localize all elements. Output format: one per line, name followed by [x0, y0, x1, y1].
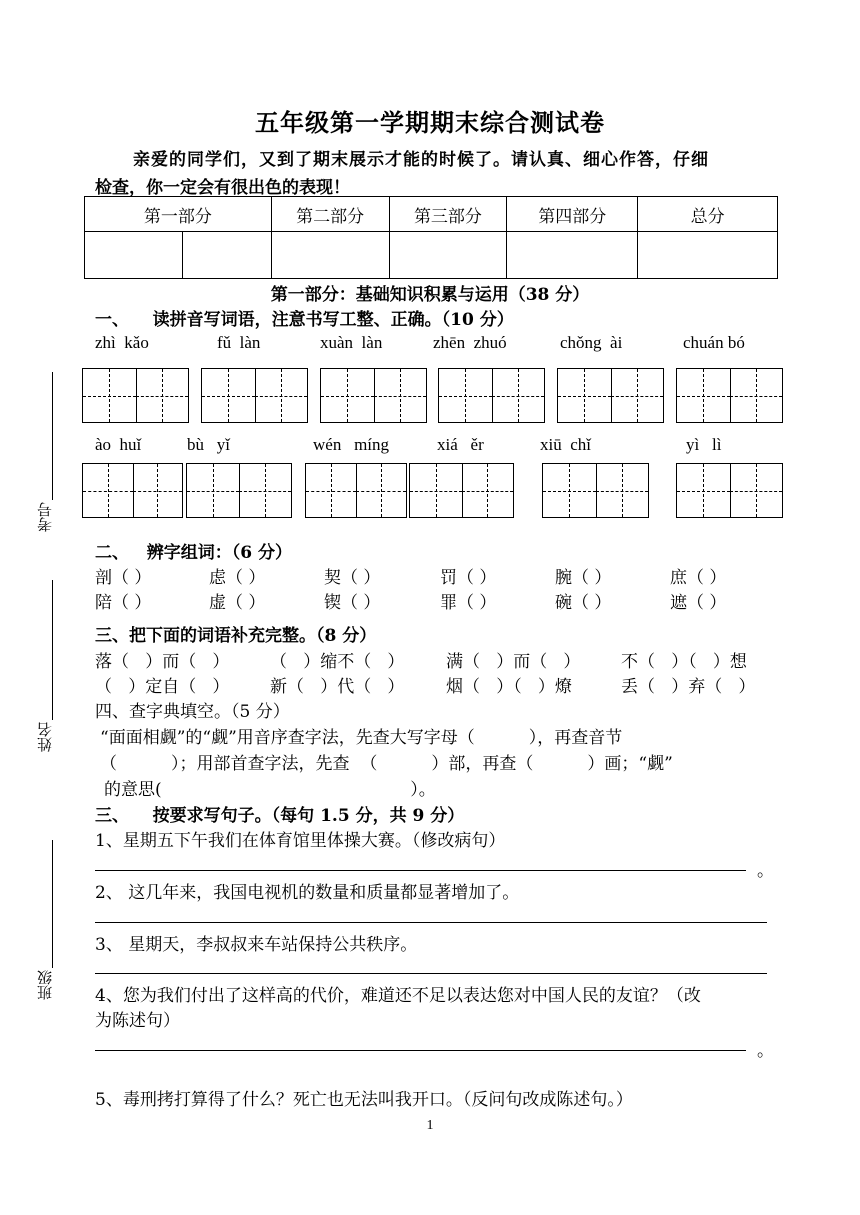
guide-line: [162, 369, 163, 422]
q5-sentence-1: 1、星期五下午我们在体育馆里体操大赛。（修改病句）: [95, 831, 506, 851]
writing-cell[interactable]: [356, 464, 406, 517]
end-mark: 。: [757, 861, 774, 881]
guide-line: [756, 464, 757, 517]
writing-cell[interactable]: [187, 464, 240, 517]
writing-cell[interactable]: [202, 369, 256, 422]
writing-cell[interactable]: [596, 464, 649, 517]
score-header-part4: 第四部分: [507, 197, 638, 232]
writing-box[interactable]: [201, 368, 308, 423]
writing-box[interactable]: [676, 368, 783, 423]
writing-box[interactable]: [186, 463, 292, 518]
writing-cell[interactable]: [239, 464, 291, 517]
guide-line: [637, 369, 638, 422]
writing-box[interactable]: [82, 368, 189, 423]
guide-line: [465, 369, 466, 422]
writing-cell[interactable]: [133, 464, 183, 517]
writing-cell[interactable]: [558, 369, 612, 422]
guide-line: [381, 464, 382, 517]
writing-cell[interactable]: [730, 464, 783, 517]
writing-box[interactable]: [82, 463, 183, 518]
pinyin-2-3: wén míng: [313, 435, 390, 454]
writing-box[interactable]: [305, 463, 407, 518]
writing-cell[interactable]: [410, 464, 463, 517]
guide-line: [281, 369, 282, 422]
q2-item: 契（ ）: [324, 568, 381, 588]
guide-line: [228, 369, 229, 422]
q5-sentence-2: 2、 这几年来，我国电视机的数量和质量都显著增加了。: [95, 883, 520, 903]
writing-cell[interactable]: [136, 369, 189, 422]
writing-cell[interactable]: [492, 369, 545, 422]
writing-cell[interactable]: [83, 369, 137, 422]
q3-item: 丢（ ）弃（ ）: [621, 677, 756, 697]
page-title: 五年级第一学期期末综合测试卷: [255, 108, 605, 137]
q3-item: 满（ ）而（ ）: [446, 652, 581, 672]
writing-cell[interactable]: [611, 369, 664, 422]
guide-line: [108, 464, 109, 517]
end-mark: 。: [757, 1041, 774, 1061]
writing-cell[interactable]: [677, 369, 731, 422]
q4-line-3: 的意思( ）。: [104, 780, 436, 800]
q3-item: （ ）缩不（ ）: [270, 652, 405, 672]
writing-box[interactable]: [320, 368, 427, 423]
q4-title: 四、查字典填空。（5 分）: [95, 702, 290, 722]
q2-item: 陪（ ）: [95, 593, 152, 613]
guide-line: [622, 464, 623, 517]
margin-label-kaohao: 考号: [36, 502, 54, 532]
guide-line: [756, 369, 757, 422]
q2-title: 二、 辨字组词：（6 分）: [95, 543, 293, 563]
q4-line-1: “面面相觑”的“觑”用音序查字法，先查大写字母（ ），再查音节: [100, 728, 623, 748]
pinyin-1-3: xuàn làn: [320, 333, 383, 352]
score-header-row: [85, 197, 778, 232]
score-cell[interactable]: [271, 232, 389, 279]
answer-line[interactable]: [95, 973, 767, 974]
answer-line[interactable]: [95, 1050, 746, 1051]
guide-line: [331, 464, 332, 517]
margin-label-banji: 班级: [36, 970, 54, 1000]
intro-line-2: 检查，你一定会有很出色的表现！: [95, 178, 350, 198]
q2-item: 碗（ ）: [555, 593, 612, 613]
q5-sentence-4b: 为陈述句）: [95, 1011, 180, 1031]
writing-cell[interactable]: [255, 369, 308, 422]
margin-label-xingming: 姓名: [36, 722, 54, 752]
margin-line: [52, 372, 53, 500]
score-cell[interactable]: [182, 232, 271, 279]
writing-cell[interactable]: [374, 369, 427, 422]
writing-cell[interactable]: [543, 464, 597, 517]
guide-line: [347, 369, 348, 422]
score-header-part3: 第三部分: [389, 197, 507, 232]
guide-line: [436, 464, 437, 517]
pinyin-1-2: fǔ làn: [217, 333, 261, 352]
guide-line: [703, 464, 704, 517]
intro-text: [95, 146, 785, 202]
q2-item: 虚（ ）: [209, 593, 266, 613]
guide-line: [569, 464, 570, 517]
pinyin-2-1: ào huǐ: [95, 435, 142, 454]
guide-line: [109, 369, 110, 422]
q2-item: 锲（ ）: [324, 593, 381, 613]
pinyin-1-1: zhì kǎo: [95, 333, 149, 352]
q3-item: 烟（ ）（ ）燎: [446, 677, 572, 697]
q5-sentence-3: 3、 星期天，李叔叔来车站保持公共秩序。: [95, 935, 418, 955]
pinyin-1-5: chǒng ài: [560, 333, 623, 352]
q2-item: 罚（ ）: [440, 568, 497, 588]
q5-sentence-5: 5、毒刑拷打算得了什么？死亡也无法叫我开口。（反问句改成陈述句。）: [95, 1090, 633, 1110]
writing-cell[interactable]: [321, 369, 375, 422]
guide-line: [265, 464, 266, 517]
pinyin-1-6: chuán bó: [683, 333, 745, 352]
guide-line: [213, 464, 214, 517]
margin-line: [52, 580, 53, 720]
q3-item: 不（ ）（ ）想: [621, 652, 747, 672]
score-cell[interactable]: [389, 232, 507, 279]
writing-cell[interactable]: [462, 464, 514, 517]
page-number: 1: [426, 1118, 434, 1133]
writing-box[interactable]: [676, 463, 783, 518]
q2-item: 虑（ ）: [209, 568, 266, 588]
score-table: [84, 196, 778, 279]
q2-item: 庶（ ）: [670, 568, 727, 588]
answer-line[interactable]: [95, 922, 767, 923]
writing-cell[interactable]: [730, 369, 783, 422]
score-cell[interactable]: [507, 232, 638, 279]
writing-cell[interactable]: [306, 464, 357, 517]
guide-line: [157, 464, 158, 517]
pinyin-2-6: yì lì: [686, 435, 722, 454]
guide-line: [400, 369, 401, 422]
score-cell[interactable]: [85, 232, 183, 279]
score-input-row: [85, 232, 778, 279]
q2-item: 遮（ ）: [670, 593, 727, 613]
q2-item: 罪（ ）: [440, 593, 497, 613]
pinyin-2-5: xiū chǐ: [540, 435, 591, 454]
q3-item: 新（ ）代（ ）: [270, 677, 405, 697]
answer-line[interactable]: [95, 870, 746, 871]
intro-line-1: 亲爱的同学们，又到了期末展示才能的时候了。请认真、细心作答，仔细: [133, 150, 709, 170]
q1-title: 一、 读拼音写词语，注意书写工整、正确。（10 分）: [95, 310, 514, 330]
margin-line: [52, 840, 53, 968]
score-cell[interactable]: [638, 232, 778, 279]
score-header-total: 总分: [638, 197, 778, 232]
q3-item: （ ）定自（ ）: [95, 677, 230, 697]
guide-line: [703, 369, 704, 422]
writing-box[interactable]: [409, 463, 514, 518]
pinyin-2-4: xiá ěr: [437, 435, 484, 454]
q5-title: 三、 按要求写句子。（每句 1.5 分，共 9 分）: [95, 806, 465, 826]
writing-cell[interactable]: [439, 369, 493, 422]
part1-title: 第一部分：基础知识积累与运用（38 分）: [270, 285, 590, 305]
q3-title: 三、把下面的词语补充完整。（8 分）: [95, 626, 377, 646]
writing-box[interactable]: [542, 463, 649, 518]
writing-box[interactable]: [557, 368, 664, 423]
guide-line: [487, 464, 488, 517]
q3-item: 落（ ）而（ ）: [95, 652, 230, 672]
q5-sentence-4a: 4、您为我们付出了这样高的代价，难道还不足以表达您对中国人民的友谊？（改: [95, 986, 701, 1006]
pinyin-2-2: bù yǐ: [187, 435, 230, 454]
guide-line: [584, 369, 585, 422]
writing-box[interactable]: [438, 368, 545, 423]
guide-line: [518, 369, 519, 422]
writing-cell[interactable]: [83, 464, 134, 517]
q2-item: 剖（ ）: [95, 568, 152, 588]
q2-item: 腕（ ）: [555, 568, 612, 588]
writing-cell[interactable]: [677, 464, 731, 517]
pinyin-1-4: zhēn zhuó: [433, 333, 507, 352]
q4-line-2: （ ）；用部首查字法，先查 （ ）部，再查（ ）画；“觑”: [100, 754, 673, 774]
score-header-part1: 第一部分: [85, 197, 272, 232]
score-header-part2: 第二部分: [271, 197, 389, 232]
